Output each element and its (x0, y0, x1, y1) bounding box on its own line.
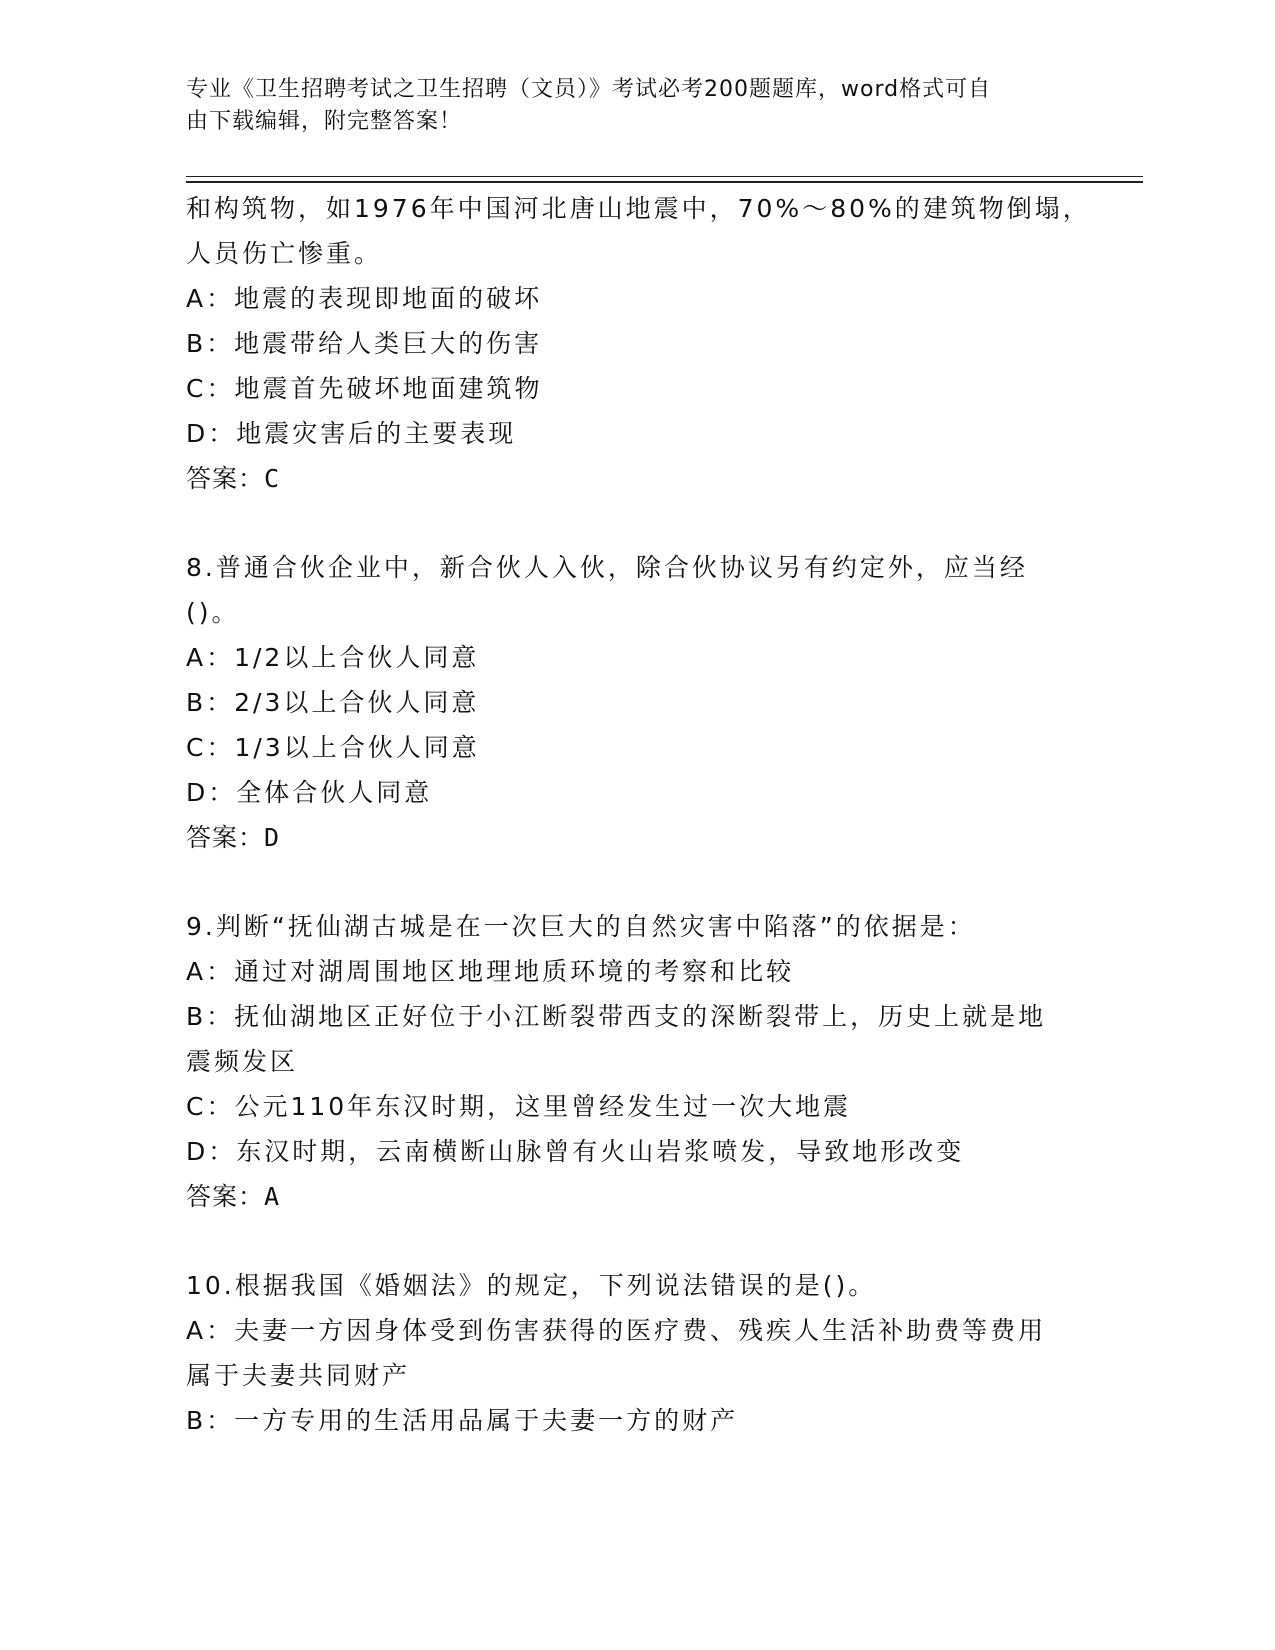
spacer (186, 1219, 1086, 1263)
question-7-continued (186, 186, 1091, 501)
question-content (186, 186, 1091, 1443)
question-text-line: 和构筑物，如1976年中国河北唐山地震中，70%～80%的建筑物倒塌， (186, 194, 1091, 223)
question-10 (186, 1263, 1086, 1443)
option-a: A：夫妻一方因身体受到伤害获得的医疗费、残疾人生活补助费等费用 (186, 1316, 1047, 1345)
answer-label: 答案：A (186, 1182, 281, 1211)
option-c: C：1/3以上合伙人同意 (186, 733, 480, 762)
option-b: B：抚仙湖地区正好位于小江断裂带西支的深断裂带上，历史上就是地 (186, 1002, 1047, 1031)
question-8 (186, 545, 1086, 860)
option-d: D：全体合伙人同意 (186, 778, 433, 807)
question-stem: ()。 (186, 598, 240, 627)
option-b: B：地震带给人类巨大的伤害 (186, 329, 543, 358)
header-line-2: 由下载编辑，附完整答案！ (186, 109, 463, 134)
question-stem: 10.根据我国《婚姻法》的规定，下列说法错误的是()。 (186, 1271, 877, 1300)
option-b: B：2/3以上合伙人同意 (186, 688, 480, 717)
option-a: A：地震的表现即地面的破坏 (186, 284, 543, 313)
option-d: D：地震灾害后的主要表现 (186, 419, 517, 448)
spacer (186, 860, 1086, 904)
question-stem: 8.普通合伙企业中，新合伙人入伙，除合伙协议另有约定外，应当经 (186, 553, 1028, 582)
answer-label: 答案：C (186, 464, 281, 493)
option-c: C：地震首先破坏地面建筑物 (186, 374, 543, 403)
answer-label: 答案：D (186, 823, 281, 852)
header-line-1: 专业《卫生招聘考试之卫生招聘（文员）》考试必考200题题库，word格式可自 (186, 77, 992, 102)
option-d: D：东汉时期，云南横断山脉曾有火山岩浆喷发，导致地形改变 (186, 1137, 965, 1166)
option-c: C：公元110年东汉时期，这里曾经发生过一次大地震 (186, 1092, 852, 1121)
header-rule-thin (186, 176, 1143, 177)
option-a-continued: 属于夫妻共同财产 (186, 1361, 411, 1390)
spacer (186, 501, 1086, 545)
document-header (186, 74, 1086, 138)
option-a: A：1/2以上合伙人同意 (186, 643, 480, 672)
question-9 (186, 904, 1086, 1219)
header-rule-thick (186, 181, 1143, 183)
option-a: A：通过对湖周围地区地理地质环境的考察和比较 (186, 957, 795, 986)
question-text-line: 人员伤亡惨重。 (186, 239, 383, 268)
option-b: B：一方专用的生活用品属于夫妻一方的财产 (186, 1406, 739, 1435)
question-stem: 9.判断“抚仙湖古城是在一次巨大的自然灾害中陷落”的依据是： (186, 912, 976, 941)
option-b-continued: 震频发区 (186, 1047, 299, 1076)
